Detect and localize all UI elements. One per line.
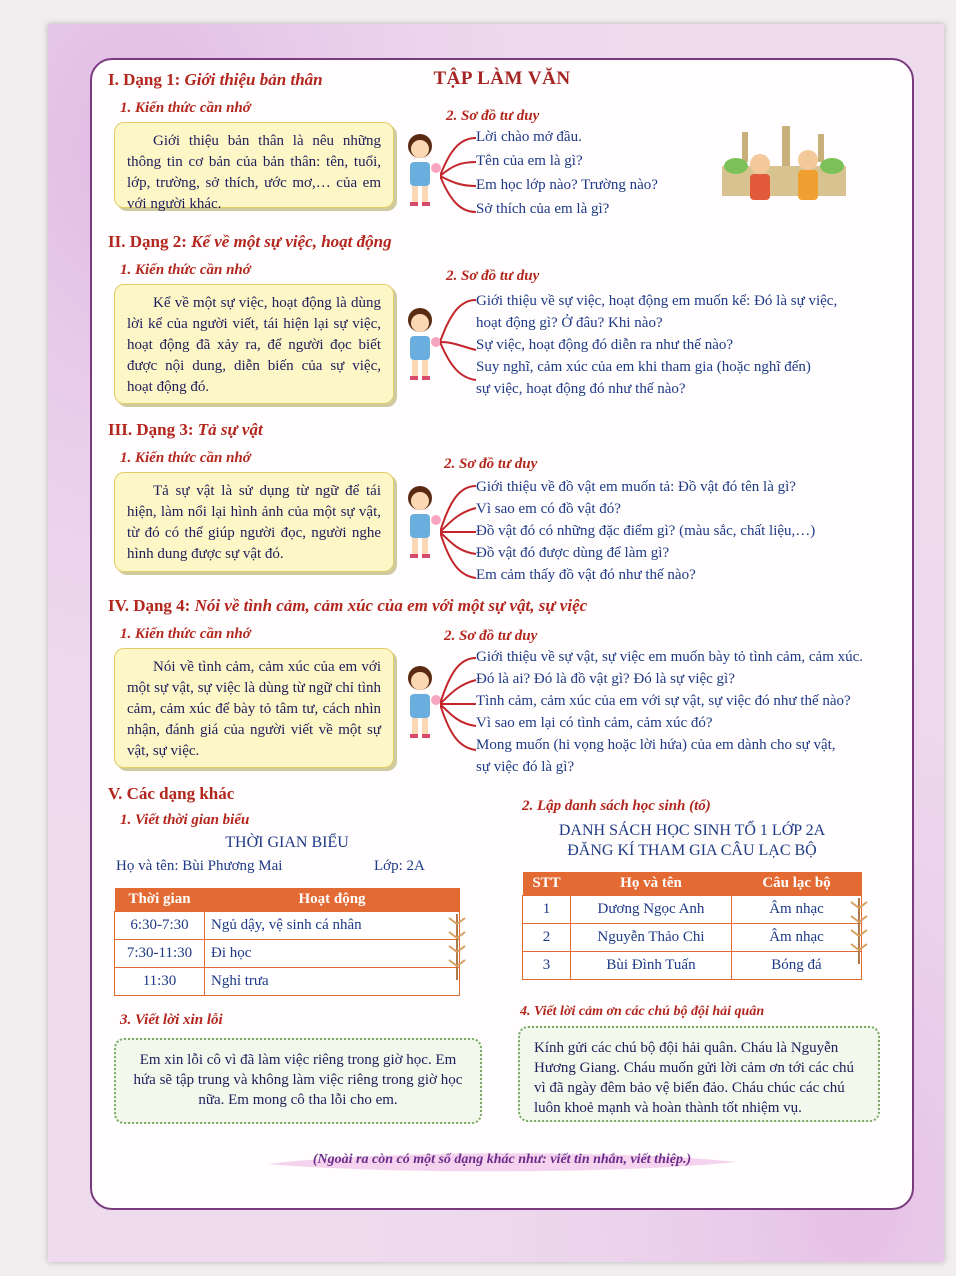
section-4-map-items (476, 646, 863, 778)
section-4-map-label: 2. Sơ đồ tư duy (444, 628, 538, 644)
section-1-map-arrows (440, 130, 480, 220)
section-5-title: V. Các dạng khác (108, 784, 235, 803)
section-3-knowledge-box: Tả sự vật là sử dụng từ ngữ để tái hiện, làm nổi lại hình ảnh của một sự vật, từ đó có thể giúp người đọc, người nghe hình dung được sự vật đó. (114, 472, 394, 572)
list-stt-cell: 1 (523, 896, 571, 924)
list-club-cell: Âm nhạc (732, 896, 862, 924)
map-item: Em học lớp nào? Trường nào? (476, 177, 658, 193)
section-1-knowledge-label: 1. Kiến thức cần nhớ (120, 100, 251, 116)
schedule-time-cell: 11:30 (115, 968, 205, 996)
map-item: Tình cảm, cảm xúc của em với sự vật, sự việc đó như thế nào? (476, 693, 851, 709)
map-item: sự việc đó là gì? (476, 759, 575, 775)
section-2-map-items (476, 290, 837, 400)
thanks-text: Kính gửi các chú bộ đội hải quân. Cháu là Nguyễn Hương Giang. Cháu muốn gửi lời cảm ơn tới các chú vì đã ngày đêm bảo vệ biển đảo. Cháu chúc các chú luôn khoẻ mạnh và hoàn thành tốt nhiệm vụ. (534, 1040, 855, 1116)
content-frame (90, 58, 914, 1210)
page (48, 24, 944, 1262)
girl-icon (398, 306, 444, 384)
section-3-map-label: 2. Sơ đồ tư duy (444, 456, 538, 472)
student-list-table (522, 872, 862, 980)
table-row (115, 940, 460, 968)
section-1-knowledge-box: Giới thiệu bản thân là nêu những thông tin cơ bản của bản thân: tên, tuổi, lớp, trường, sở thích, ước mơ,… của em với người khác. (114, 122, 394, 208)
section-3-map-arrows (440, 476, 480, 588)
thanks-box (518, 1026, 880, 1122)
apology-text: Em xin lỗi cô vì đã làm việc riêng trong giờ học. Em hứa sẽ tập trung và không làm việc riêng trong giờ học nữa. Em mong cô tha lỗi cho em. (133, 1052, 463, 1108)
list-club-cell: Âm nhạc (732, 924, 862, 952)
schedule-class: Lớp: 2A (374, 858, 425, 874)
schedule-activity-cell: Nghỉ trưa (205, 968, 460, 996)
section-1-map-label: 2. Sơ đồ tư duy (446, 108, 540, 124)
map-item: Vì sao em lại có tình cảm, cảm xúc đó? (476, 715, 713, 731)
list-header-row (523, 872, 862, 896)
table-row (115, 912, 460, 940)
schedule-header-activity: Hoạt động (205, 888, 460, 912)
schedule-activity-cell: Đi học (205, 940, 460, 968)
section-2-map-arrows (440, 290, 480, 390)
schedule-label: 1. Viết thời gian biểu (120, 812, 250, 828)
section-1-map-items (476, 126, 658, 220)
map-item: Giới thiệu về sự vật, sự việc em muốn bày tỏ tình cảm, cảm xúc. (476, 649, 864, 665)
section-3-title: III. Dạng 3: Tả sự vật (108, 420, 263, 439)
list-label: 2. Lập danh sách học sinh (tổ) (522, 798, 711, 814)
map-item: Sự việc, hoạt động đó diễn ra như thế nào? (476, 337, 734, 353)
list-club-cell: Bóng đá (732, 952, 862, 980)
section-2-title: II. Dạng 2: Kể về một sự việc, hoạt động (108, 232, 392, 251)
section-4-knowledge-label: 1. Kiến thức cần nhớ (120, 626, 251, 642)
section-2-knowledge-label: 1. Kiến thức cần nhớ (120, 262, 251, 278)
list-name-cell: Dương Ngọc Anh (571, 896, 732, 924)
section-3-knowledge-label: 1. Kiến thức cần nhớ (120, 450, 251, 466)
list-header-stt: STT (523, 872, 571, 896)
schedule-student-name: Họ và tên: Bùi Phương Mai (116, 858, 283, 874)
schedule-header-row (115, 888, 460, 912)
list-header-name: Họ và tên (571, 872, 732, 896)
girl-icon (398, 132, 444, 210)
map-item: Đồ vật đó được dùng để làm gì? (476, 545, 670, 561)
map-item: Lời chào mở đầu. (476, 129, 582, 145)
map-item: Sở thích của em là gì? (476, 201, 610, 217)
list-heading-1: DANH SÁCH HỌC SINH TỔ 1 LỚP 2A (558, 822, 826, 839)
children-illustration (722, 126, 846, 216)
section-2-knowledge-box: Kể về một sự việc, hoạt động là dùng lời kể của người viết, tái hiện lại sự việc, hoạt động đã xảy ra, để người đọc biết được nội dung, diễn biến của sự việc, hoạt động đó. (114, 284, 394, 404)
thanks-label: 4. Viết lời cảm ơn các chú bộ đội hải quân (520, 1004, 765, 1019)
page-title: TẬP LÀM VĂN (433, 68, 571, 89)
list-header-club: Câu lạc bộ (732, 872, 862, 896)
branch-decoration-icon (848, 896, 870, 966)
table-row (523, 924, 862, 952)
schedule-time-cell: 6:30-7:30 (115, 912, 205, 940)
schedule-heading: THỜI GIAN BIỂU (225, 834, 349, 851)
list-heading-2: ĐĂNG KÍ THAM GIA CÂU LẠC BỘ (567, 842, 817, 859)
section-4-map-arrows (440, 648, 480, 760)
schedule-table (114, 888, 460, 996)
girl-icon (398, 664, 444, 742)
list-stt-cell: 2 (523, 924, 571, 952)
map-item: Mong muốn (hi vọng hoặc lời hứa) của em dành cho sự vật, (476, 737, 836, 753)
map-item: Giới thiệu về đồ vật em muốn tả: Đồ vật đó tên là gì? (476, 479, 796, 495)
list-stt-cell: 3 (523, 952, 571, 980)
schedule-activity-cell: Ngủ dậy, vệ sinh cá nhân (205, 912, 460, 940)
section-4-knowledge-box: Nói về tình cảm, cảm xúc của em với một sự vật, sự việc là dùng từ ngữ chỉ tình cảm, cảm xúc để bày tỏ tâm tư, cách nhìn nhận, đánh giá của người viết về một sự vật, sự việc. (114, 648, 394, 768)
map-item: Giới thiệu về sự việc, hoạt động em muốn kể: Đó là sự việc, (476, 293, 838, 309)
table-row (523, 952, 862, 980)
map-item: Suy nghĩ, cảm xúc của em khi tham gia (hoặc nghĩ đến) (476, 359, 811, 375)
map-item: Vì sao em có đồ vật đó? (476, 501, 621, 517)
footer-note: (Ngoài ra còn có một số dạng khác như: viết tin nhắn, viết thiệp.) (312, 1152, 692, 1167)
section-4-title: IV. Dạng 4: Nói về tình cảm, cảm xúc của em với một sự vật, sự việc (108, 596, 588, 615)
map-item: Đồ vật đó có những đặc điểm gì? (màu sắc, chất liệu,…) (476, 523, 816, 539)
schedule-time-cell: 7:30-11:30 (115, 940, 205, 968)
section-3-map-items (476, 476, 815, 586)
branch-decoration-icon (446, 912, 468, 982)
section-1-title: I. Dạng 1: Giới thiệu bản thân (108, 70, 323, 89)
map-item: hoạt động gì? Ở đâu? Khi nào? (476, 315, 663, 331)
apology-label: 3. Viết lời xin lỗi (120, 1012, 223, 1028)
section-2-map-label: 2. Sơ đồ tư duy (446, 268, 540, 284)
table-row (523, 896, 862, 924)
list-name-cell: Bùi Đình Tuấn (571, 952, 732, 980)
map-item: sự việc, hoạt động đó như thế nào? (476, 381, 686, 397)
map-item: Em cảm thấy đồ vật đó như thế nào? (476, 567, 696, 583)
girl-icon (398, 484, 444, 562)
table-row (115, 968, 460, 996)
schedule-header-time: Thời gian (115, 888, 205, 912)
map-item: Tên của em là gì? (476, 153, 583, 169)
map-item: Đó là ai? Đó là đồ vật gì? Đó là sự việc gì? (476, 671, 735, 687)
apology-box (114, 1038, 482, 1124)
list-name-cell: Nguyễn Thảo Chi (571, 924, 732, 952)
